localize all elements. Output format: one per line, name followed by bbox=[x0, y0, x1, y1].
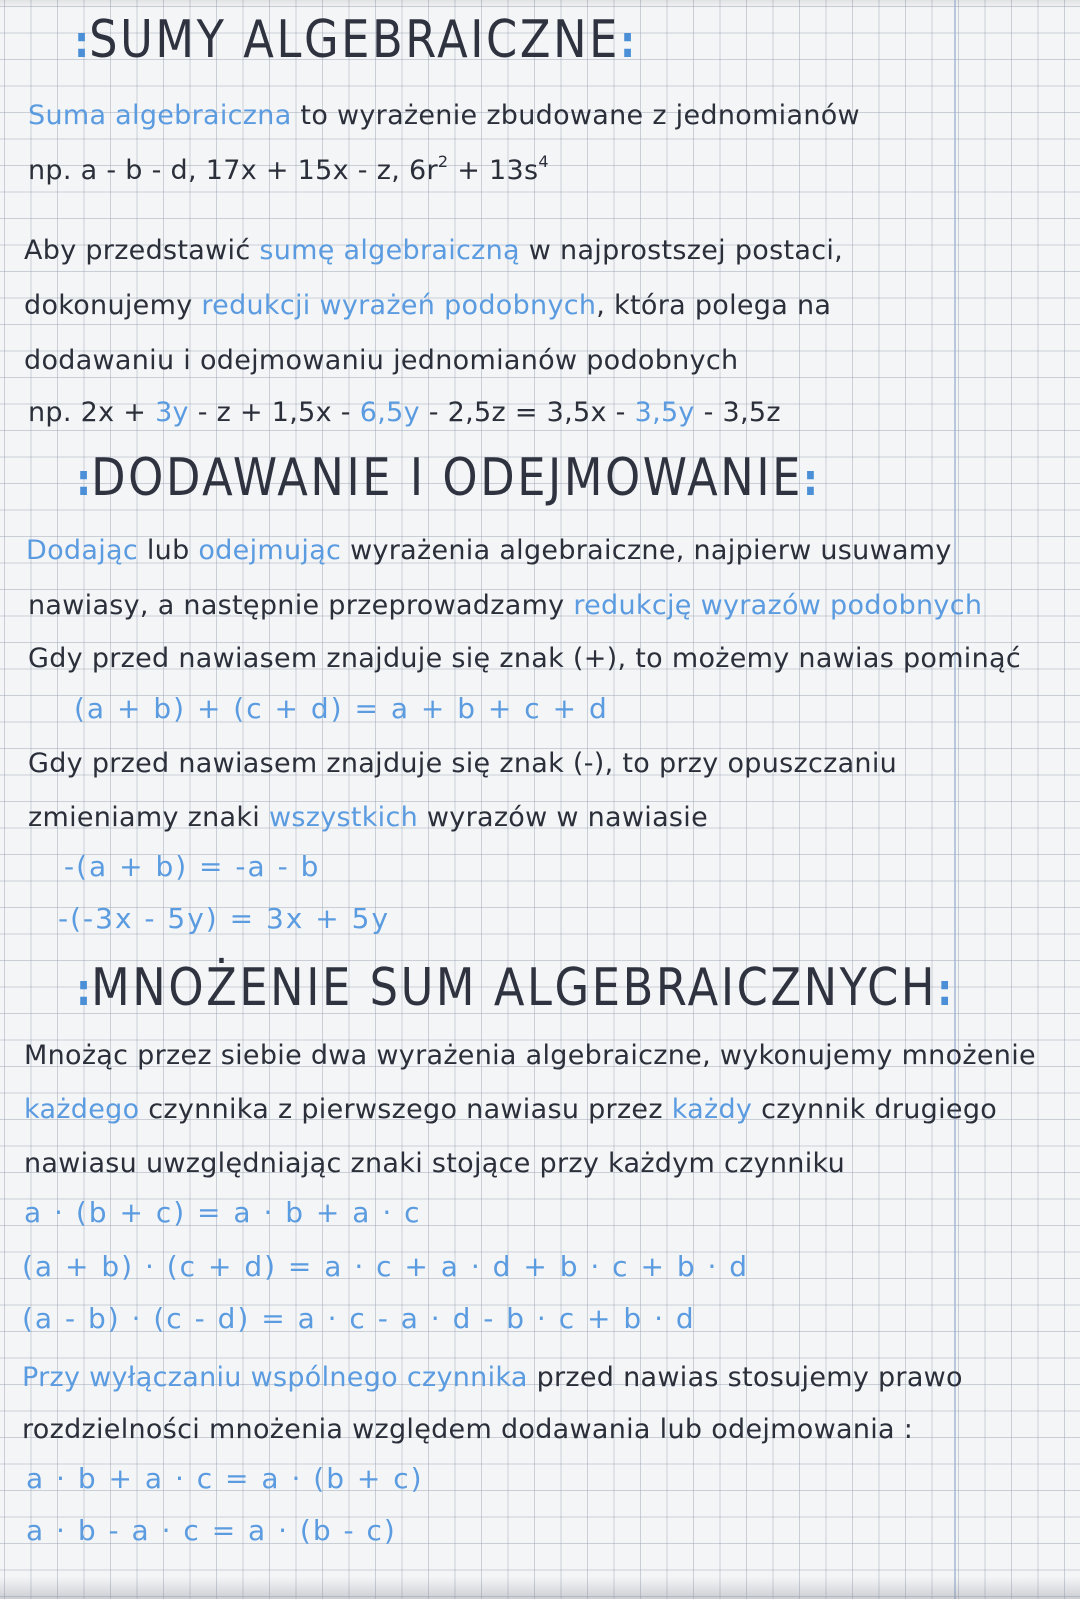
example-line-1 bbox=[28, 152, 549, 186]
s3-line-2 bbox=[24, 1094, 997, 1125]
term-kazdego: każdego bbox=[24, 1094, 140, 1125]
ex2-c: - z + 1,5x - bbox=[188, 397, 360, 428]
heading-dodawanie-odejmowanie bbox=[76, 448, 818, 508]
term-kazdy: każdy bbox=[671, 1094, 753, 1125]
formula-distribution-2: (a + b) · (c + d) = a · c + a · d + b · c + b · d bbox=[22, 1250, 750, 1283]
formula-distribution-3: (a - b) · (c - d) = a · c - a · d - b · c + b · d bbox=[22, 1302, 696, 1335]
ex2-blue-2: 6,5y bbox=[359, 397, 420, 428]
s2-l2-text: nawiasy, a następnie przeprowadzamy bbox=[28, 590, 574, 621]
example-c-exponent: 2 bbox=[437, 152, 449, 171]
formula-factoring-1: a · b + a · c = a · (b + c) bbox=[26, 1462, 424, 1495]
example-c-exponent-2: 4 bbox=[538, 152, 549, 171]
formula-distribution-1: a · (b + c) = a · b + a · c bbox=[24, 1196, 422, 1229]
s3-line-4 bbox=[22, 1362, 963, 1393]
formula-negation-2: -(-3x - 5y) = 3x + 5y bbox=[58, 902, 391, 935]
s3-line-3 bbox=[24, 1148, 845, 1179]
term-wylaczanie-czynnika: Przy wyłączaniu wspólnego czynnika bbox=[22, 1362, 528, 1393]
term-wszystkich: wszystkich bbox=[268, 802, 419, 833]
para1-text-a: Aby przedstawić bbox=[24, 235, 260, 266]
s2-l5-a: zmieniamy znaki bbox=[28, 802, 269, 833]
s3-line-5 bbox=[22, 1414, 913, 1445]
example-c-base: 6r bbox=[408, 155, 438, 186]
s2-line-4 bbox=[28, 748, 897, 779]
heading-mnozenie-sum bbox=[76, 958, 952, 1018]
s3-l5-text: rozdzielności mnożenia względem dodawania lub odejmowania : bbox=[22, 1414, 914, 1445]
heading-text: SUMY ALGEBRAICZNE bbox=[89, 10, 620, 70]
heading-marker-right: : bbox=[937, 965, 953, 1016]
ex2-blue-1: 3y bbox=[155, 397, 189, 428]
para1-text-b: w najprostszej postaci, bbox=[519, 235, 844, 266]
para3-text: dodawaniu i odejmowaniu jednomianów podobnych bbox=[24, 345, 739, 376]
heading-sumy-algebraiczne bbox=[74, 10, 635, 70]
term-redukcja-wyrazen: redukcji wyrażeń podobnych bbox=[201, 290, 597, 321]
example-sep-2: , bbox=[391, 155, 401, 186]
heading-text: DODAWANIE I ODEJMOWANIE bbox=[91, 448, 803, 508]
paragraph-line-2 bbox=[24, 290, 831, 321]
example-prefix: np. bbox=[28, 155, 81, 186]
ex2-blue-3: 3,5y bbox=[634, 397, 695, 428]
s3-l4-b: przed nawias stosujemy prawo bbox=[527, 1362, 963, 1393]
s3-l2-a: czynnika z pierwszego nawiasu przez bbox=[139, 1094, 672, 1125]
s2-l5-b: wyrazów w nawiasie bbox=[418, 802, 709, 833]
ex2-d: - 2,5z = 3,5x - bbox=[419, 397, 635, 428]
s3-l2-b: czynnik drugiego bbox=[752, 1094, 998, 1125]
term-redukcja-wyrazow: redukcję wyrazów podobnych bbox=[573, 590, 983, 621]
formula-negation-1: -(a + b) = -a - b bbox=[64, 850, 321, 883]
heading-marker-left: : bbox=[74, 17, 90, 68]
heading-marker-right: : bbox=[619, 17, 636, 68]
definition-line bbox=[28, 100, 860, 131]
example-b: 17x + 15x - z bbox=[205, 155, 392, 186]
s2-l4-text: Gdy przed nawiasem znajduje się znak (-), to przy opuszczaniu bbox=[28, 748, 898, 779]
s2-l1-rest: wyrażenia algebraiczne, najpierw usuwamy bbox=[341, 535, 952, 566]
paragraph-line-1 bbox=[24, 235, 843, 266]
para2-text-a: dokonujemy bbox=[24, 290, 202, 321]
formula-factoring-2: a · b - a · c = a · (b - c) bbox=[26, 1514, 397, 1547]
term-dodajac: Dodając bbox=[26, 535, 138, 566]
s2-line-2 bbox=[28, 590, 982, 621]
s2-line-3 bbox=[28, 643, 1021, 674]
example-line-2 bbox=[28, 397, 781, 428]
example-c-rest: + 13s bbox=[448, 155, 539, 186]
s3-line-1 bbox=[24, 1040, 1036, 1071]
heading-text: MNOŻENIE SUM ALGEBRAICZNYCH bbox=[91, 958, 938, 1018]
heading-marker-left: : bbox=[76, 965, 92, 1016]
s3-l3-text: nawiasu uwzględniając znaki stojące przy każdym czynniku bbox=[24, 1148, 846, 1179]
s3-l1-text: Mnożąc przez siebie dwa wyrażenia algebraiczne, wykonujemy mnożenie bbox=[24, 1040, 1036, 1071]
ex2-e: - 3,5z bbox=[694, 397, 781, 428]
s2-line-5 bbox=[28, 802, 708, 833]
heading-marker-left: : bbox=[76, 455, 92, 506]
heading-marker-right: : bbox=[802, 455, 819, 506]
example-a: a - b - d bbox=[80, 155, 188, 186]
example-sep-1: , bbox=[187, 155, 197, 186]
para2-text-b: , która polega na bbox=[596, 290, 832, 321]
ex2-a: np. 2x + bbox=[28, 397, 156, 428]
definition-text: to wyrażenie zbudowane z jednomianów bbox=[291, 100, 860, 131]
s2-l3-text: Gdy przed nawiasem znajduje się znak (+), to możemy nawias pominąć bbox=[28, 643, 1022, 674]
term-suma-algebraiczna: Suma algebraiczna bbox=[28, 100, 292, 131]
term-sume-algebraiczna: sumę algebraiczną bbox=[259, 235, 520, 266]
s2-l1-mid: lub bbox=[138, 535, 199, 566]
paragraph-line-3 bbox=[24, 345, 738, 376]
s2-line-1 bbox=[26, 535, 952, 566]
term-odejmujac: odejmując bbox=[198, 535, 342, 566]
page-bottom-edge bbox=[0, 1577, 1080, 1599]
formula-addition-brackets: (a + b) + (c + d) = a + b + c + d bbox=[74, 692, 609, 725]
